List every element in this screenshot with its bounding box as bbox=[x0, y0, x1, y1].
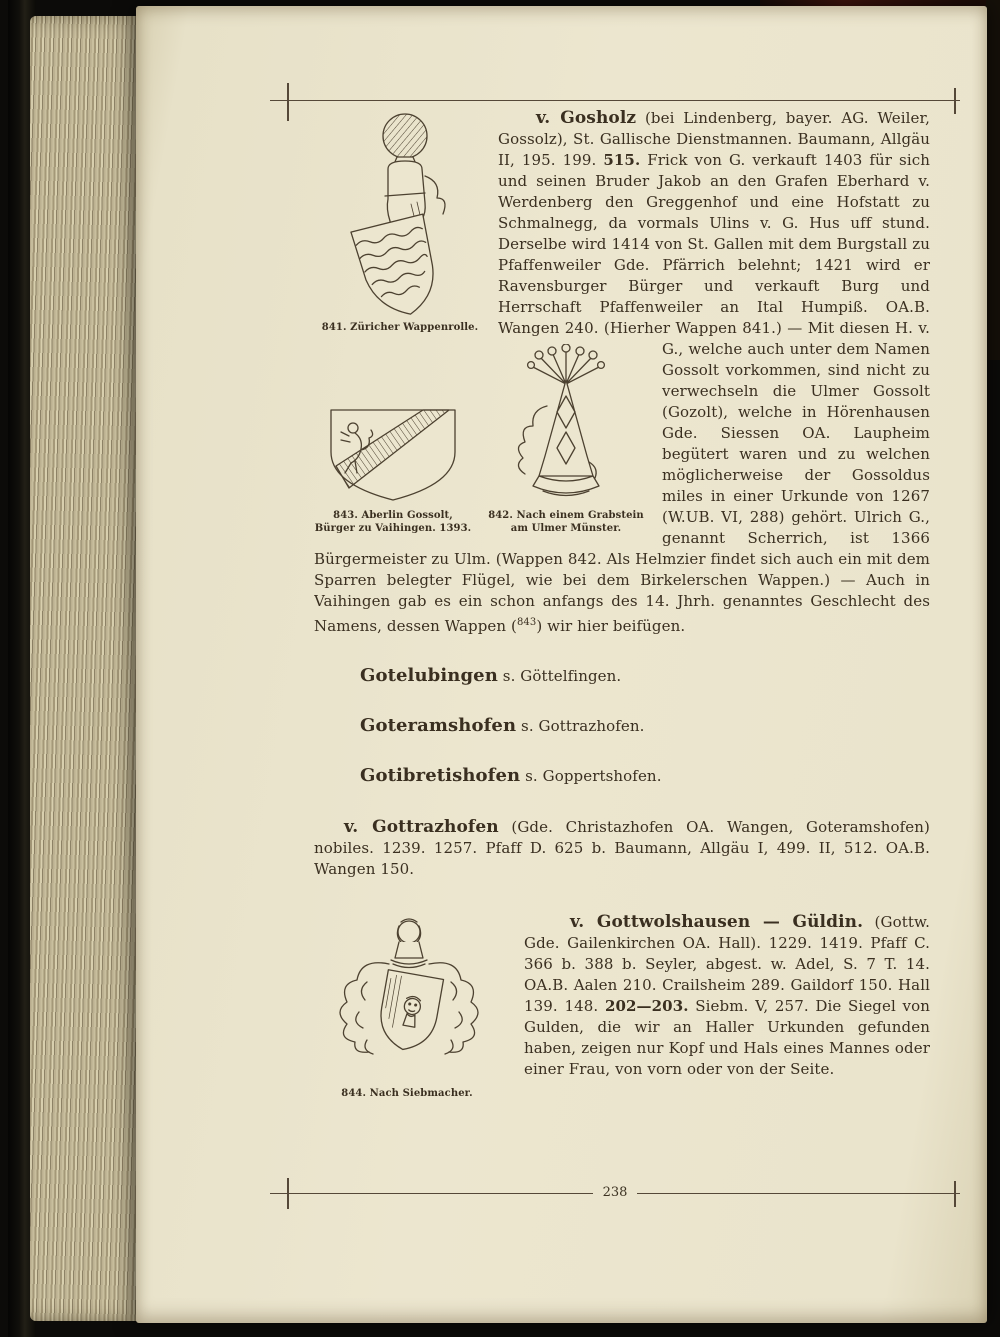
background-book-right bbox=[986, 0, 1000, 360]
shield-843-illustration bbox=[323, 406, 463, 506]
top-rule bbox=[270, 100, 960, 101]
entry-gottwolshausen-text: v. Gottwolshausen — Güldin. (Gottw. Gde. Gailenkirchen OA. Hall). 1229. 1419. Pfaff C. 366 b. 388 b. Seyler, abgest. w. Adel, S. 7 T. 14. OA.B. Aalen 210. Crailsheim 289. Gaildorf 150. Hall 139. 148. 202—203. Siebm. V, 257. Die Siegel von Gulden, die wir an Haller Urkunden gefunden haben, zeigen nur Kopf und Hals eines Mannes oder einer Frau, von vorn oder von der Seite. bbox=[524, 912, 930, 1078]
figure-841 bbox=[314, 110, 486, 334]
figure-844 bbox=[314, 912, 514, 1100]
entry-gosholz-text: v. Gosholz (bei Lindenberg, bayer. AG. Weiler, Gossolz), St. Gallische Dienstmannen. Baumann, Allgäu II, 195. 199. 515. Frick von G. verkauft 1403 für sich und seinen Bruder Jakob an den Grafen Eberhard v. Werdenberg den Greggenhof und eine Hofstatt zu Schmalnegg, da vormals Ulins v. G. Hus uff stund. Derselbe wird 1414 von St. Gallen mit dem Burgstall zu Pfaffenweiler Gde. Pfärrich belehnt; 1421 wird er Ravensburger Bürger und verkauft Burg und Herrschaft Pfaffenweiler an Ital Humpiß. OA.B. Wangen 240. (Hierher Wappen 841.) — Mit diesen H. v. G., welche auch unter dem Namen Gossolt vorkommen, sind nicht zu verwechseln die Ulmer Gossolt (Gozolt), welche in Hörenhausen Gde. Siessen OA. Laupheim begütert waren und zu welchen möglicherweise der Gossoldus miles in einer Urkunde von 1267 (W.UB. VI, 288) gehört. Ulrich G., genannt Scherrich, ist 1366 Bürgermeister zu Ulm. (Wappen 842. Als Helmzier findet sich auch ein mit dem Sparren belegter Flügel, wie bei dem Birkelerschen Wappen.) — Auch in Vaihingen gab es ein schon anfangs des 14. Jhrh. genanntes Geschlecht des Namens, dessen Wappen ($^{843}$) wir hier beifügen. bbox=[314, 108, 930, 635]
book-page bbox=[136, 6, 987, 1323]
coat-of-arms-844-illustration bbox=[314, 912, 507, 1084]
figure-843-caption: 843. Aberlin Gossolt, Bürger zu Vaihingen. 1393. bbox=[314, 510, 472, 534]
top-rule-right-tick bbox=[954, 88, 956, 114]
figure-844-caption: 844. Nach Siebmacher. bbox=[341, 1088, 473, 1099]
top-rule-left-tick bbox=[287, 83, 289, 121]
entry-gotibretishofen-reference: s. Goppertshofen. bbox=[520, 767, 662, 785]
entry-goteramshofen-headword: Goteramshofen bbox=[360, 715, 517, 736]
entry-gotelubingen bbox=[360, 665, 930, 687]
entry-gotibretishofen-headword: Gotibretishofen bbox=[360, 765, 521, 786]
entry-gotelubingen-headword: Gotelubingen bbox=[360, 665, 498, 686]
entry-gosholz bbox=[314, 108, 930, 637]
gravestone-crest-842-illustration bbox=[507, 344, 625, 506]
entry-goteramshofen-reference: s. Gottrazhofen. bbox=[516, 717, 645, 735]
figure-842 bbox=[480, 344, 652, 535]
entry-gottwolshausen bbox=[314, 912, 930, 1100]
entry-goteramshofen bbox=[360, 715, 930, 737]
figure-843 bbox=[314, 406, 472, 535]
page-stack bbox=[30, 16, 150, 1321]
page-number: 238 bbox=[270, 1185, 960, 1201]
figure-842-caption: 842. Nach einem Grabstein am Ulmer Münster. bbox=[488, 510, 644, 534]
page-content bbox=[314, 108, 930, 1188]
entry-gotelubingen-reference: s. Göttelfingen. bbox=[497, 667, 622, 685]
figure-841-caption: 841. Züricher Wappenrolle. bbox=[321, 322, 479, 333]
crest-841-illustration bbox=[325, 110, 475, 318]
entry-gottrazhofen-text: v. Gottrazhofen (Gde. Christazhofen OA. Wangen, Goteramshofen) nobiles. 1239. 1257. Pfaff D. 625 b. Baumann, Allgäu I, 499. II, 512. OA.B. Wangen 150. bbox=[314, 817, 930, 878]
figure-row-842-843 bbox=[314, 344, 652, 535]
entry-gotibretishofen bbox=[360, 765, 930, 787]
